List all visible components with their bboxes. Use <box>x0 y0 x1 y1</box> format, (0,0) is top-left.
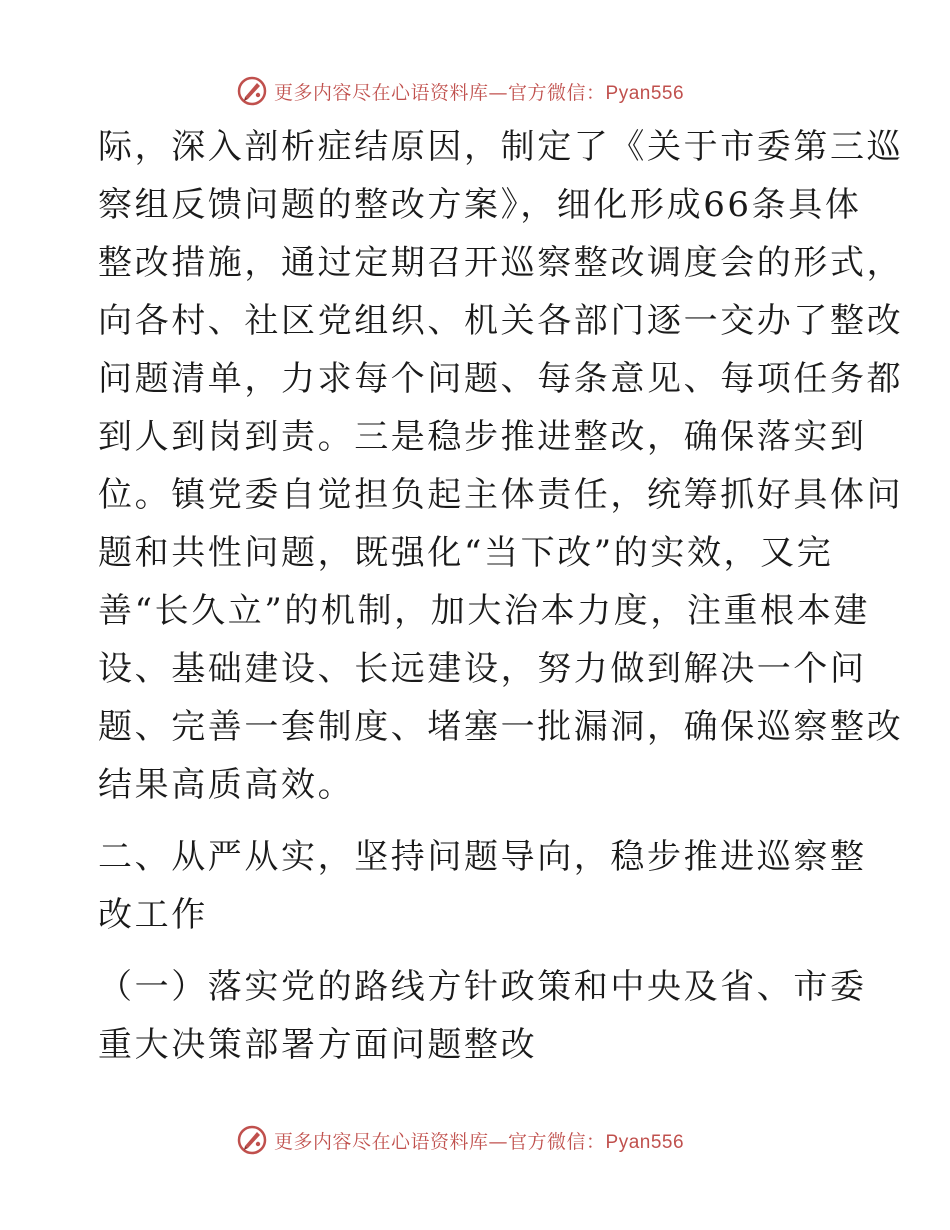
pen-logo-icon <box>236 1124 268 1156</box>
text-line: 到人到岗到责。三是稳步推进整改，确保落实到 <box>98 417 867 457</box>
watermark-contact-id: Pyan556 <box>605 1131 685 1153</box>
text-line: 际，深入剖析症结原因，制定了《关于市委第三巡 <box>98 127 904 167</box>
paragraph-rectification-progress <box>98 118 904 814</box>
document-body <box>98 118 904 1074</box>
text-line: 设、基础建设、长远建设，努力做到解决一个问 <box>98 649 867 689</box>
watermark-site-name: 更多内容尽在心语资料库 <box>274 1130 489 1153</box>
subsection-heading-1 <box>98 958 867 1074</box>
heading-line: （一）落实党的路线方针政策和中央及省、市委 <box>98 967 867 1007</box>
text-line: 问题清单，力求每个问题、每条意见、每项任务都 <box>98 359 904 399</box>
text-line: 向各村、社区党组织、机关各部门逐一交办了整改 <box>98 301 904 341</box>
text-line: 善“长久立”的机制，加大治本力度，注重根本建 <box>98 591 870 631</box>
watermark-footer <box>236 1123 684 1157</box>
text-line: 察组反馈问题的整改方案》，细化形成66条具体 <box>98 185 862 225</box>
text-line: 整改措施，通过定期召开巡察整改调度会的形式， <box>98 243 904 283</box>
watermark-header <box>236 74 684 108</box>
text-line: 题和共性问题，既强化“当下改”的实效，又完 <box>98 533 834 573</box>
watermark-text <box>274 78 684 105</box>
pen-logo-icon <box>236 75 268 107</box>
watermark-separator: — <box>488 1130 509 1153</box>
watermark-contact-id: Pyan556 <box>605 82 685 104</box>
watermark-separator: — <box>488 81 509 104</box>
text-line: 结果高质高效。 <box>98 765 355 805</box>
watermark-contact-label: 官方微信： <box>508 1130 606 1153</box>
text-line: 位。镇党委自觉担负起主体责任，统筹抓好具体问 <box>98 475 904 515</box>
watermark-contact-label: 官方微信： <box>508 81 606 104</box>
text-line: 题、完善一套制度、堵塞一批漏洞，确保巡察整改 <box>98 707 904 747</box>
heading-line: 改工作 <box>98 895 208 935</box>
section-heading-2 <box>98 828 867 944</box>
watermark-text <box>274 1127 684 1154</box>
heading-line: 重大决策部署方面问题整改 <box>98 1025 538 1065</box>
watermark-site-name: 更多内容尽在心语资料库 <box>274 81 489 104</box>
heading-line: 二、从严从实，坚持问题导向，稳步推进巡察整 <box>98 837 867 877</box>
